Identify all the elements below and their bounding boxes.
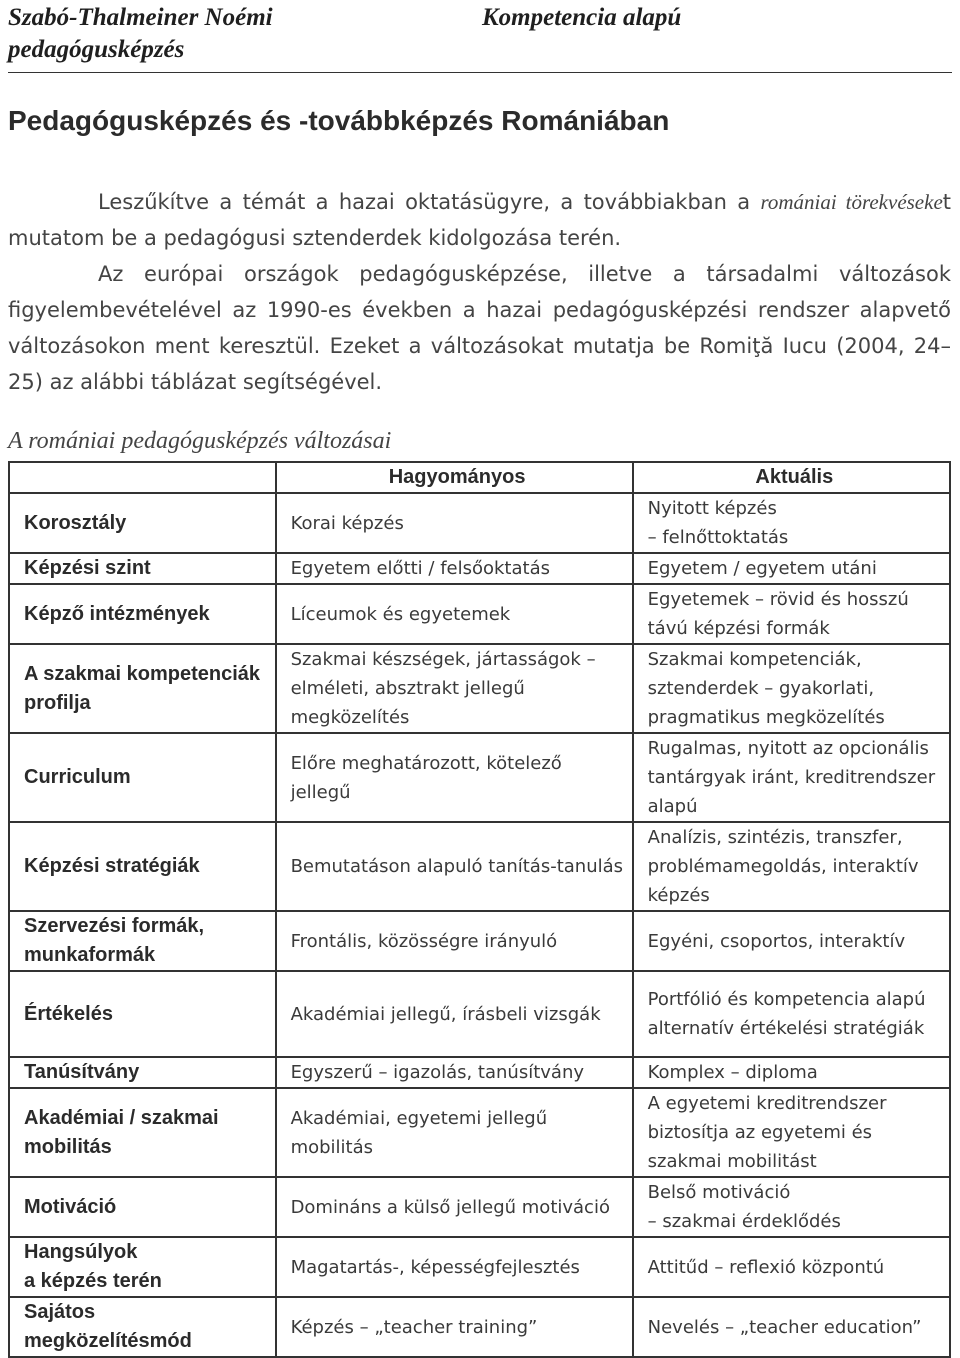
current-cell: Nyitott képzés – felnőttoktatás: [633, 493, 950, 553]
table-caption: A romániai pedagógusképzés változásai: [8, 428, 392, 454]
current-cell: Rugalmas, nyitott az opcionális tantárgyak iránt, kreditrendszer alapú: [633, 733, 950, 822]
current-cell: Analízis, szintézis, transzfer, problémamegoldás, interaktív képzés: [633, 822, 950, 911]
traditional-cell: Domináns a külső jellegű motiváció: [276, 1177, 633, 1237]
traditional-cell: Egyetem előtti / felsőoktatás: [276, 553, 633, 584]
paragraph-2: Az európai országok pedagógusképzése, illetve a társadalmi változások figyelembevételével az 1990-es években a hazai pedagógusképzési rendszer alapvető változásokon ment keresztül. Ezeket a változásokat mutatja be Romiţă Iucu (2004, 24–25) az alábbi táblázat segítségével.: [8, 262, 951, 394]
traditional-cell: Líceumok és egyetemek: [276, 584, 633, 644]
row-label: Képzési stratégiák: [9, 822, 276, 911]
table-row: [9, 733, 950, 822]
traditional-cell: Magatartás-, képességfejlesztés: [276, 1237, 633, 1297]
paragraph-1-end: t mutatom be a pedagógusi sztenderdek kidolgozása terén.: [8, 190, 952, 250]
traditional-cell: Korai képzés: [276, 493, 633, 553]
header-author: Szabó-Thalmeiner Noémi pedagógusképzés: [8, 4, 273, 63]
page-header: [8, 2, 952, 72]
current-cell: Attitűd – reflexió központú: [633, 1237, 950, 1297]
row-label: Szervezési formák, munkaformák: [9, 911, 276, 971]
row-label: Képzési szint: [9, 553, 276, 584]
row-label: Hangsúlyok a képzés terén: [9, 1237, 276, 1297]
table-row: [9, 1237, 950, 1297]
traditional-cell: Egyszerű – igazolás, tanúsítvány: [276, 1057, 633, 1088]
row-label: Curriculum: [9, 733, 276, 822]
table-row: [9, 1057, 950, 1088]
row-label: Motiváció: [9, 1177, 276, 1237]
traditional-cell: Bemutatáson alapuló tanítás-tanulás: [276, 822, 633, 911]
header-subject: Kompetencia alapú: [482, 4, 682, 31]
section-title: Pedagógusképzés és -továbbképzés Romániában: [8, 105, 670, 136]
header-rule: [8, 72, 952, 73]
table-row: [9, 493, 950, 553]
current-cell: Szakmai kompetenciák, sztenderdek – gyakorlati, pragmatikus megközelítés: [633, 644, 950, 733]
traditional-cell: Előre meghatározott, kötelező jellegű: [276, 733, 633, 822]
table-row: [9, 822, 950, 911]
paragraph-1-start: Leszűkítve a témát a hazai oktatásügyre, a továbbiakban a: [98, 190, 761, 214]
table-row: [9, 1088, 950, 1177]
current-cell: Egyéni, csoportos, interaktív: [633, 911, 950, 971]
paragraph-1: [8, 184, 951, 256]
current-cell: Portfólió és kompetencia alapú alternatív értékelési stratégiák: [633, 971, 950, 1057]
current-cell: Komplex – diploma: [633, 1057, 950, 1088]
traditional-cell: Frontális, közösségre irányuló: [276, 911, 633, 971]
table-row: [9, 1177, 950, 1237]
table-row: [9, 971, 950, 1057]
header-empty-cell: [9, 462, 276, 493]
row-label: Akadémiai / szakmai mobilitás: [9, 1088, 276, 1177]
current-cell: Egyetemek – rövid és hosszú távú képzési formák: [633, 584, 950, 644]
table-row: [9, 1297, 950, 1357]
current-cell: Egyetem / egyetem utáni: [633, 553, 950, 584]
current-cell: A egyetemi kreditrendszer biztosítja az egyetemi és szakmai mobilitást: [633, 1088, 950, 1177]
current-cell: Nevelés – „teacher education”: [633, 1297, 950, 1357]
table-header-row: [9, 462, 950, 493]
row-label: Értékelés: [9, 971, 276, 1057]
row-label: Sajátos megközelítésmód: [9, 1297, 276, 1357]
table-row: [9, 644, 950, 733]
table-body: [9, 493, 950, 1357]
row-label: Tanúsítvány: [9, 1057, 276, 1088]
header-current: Aktuális: [633, 462, 950, 493]
traditional-cell: Szakmai készségek, jártasságok – elméleti, absztrakt jellegű megközelítés: [276, 644, 633, 733]
comparison-table: [8, 461, 951, 1358]
row-label: Korosztály: [9, 493, 276, 553]
header-traditional: Hagyományos: [276, 462, 633, 493]
paragraph-1-italic: romániai törekvéseke: [760, 190, 943, 214]
traditional-cell: Akadémiai, egyetemi jellegű mobilitás: [276, 1088, 633, 1177]
traditional-cell: Akadémiai jellegű, írásbeli vizsgák: [276, 971, 633, 1057]
table-row: [9, 911, 950, 971]
table-row: [9, 584, 950, 644]
current-cell: Belső motiváció – szakmai érdeklődés: [633, 1177, 950, 1237]
body-text: [8, 184, 951, 400]
traditional-cell: Képzés – „teacher training”: [276, 1297, 633, 1357]
row-label: Képző intézmények: [9, 584, 276, 644]
row-label: A szakmai kompetenciák profilja: [9, 644, 276, 733]
table-row: [9, 553, 950, 584]
